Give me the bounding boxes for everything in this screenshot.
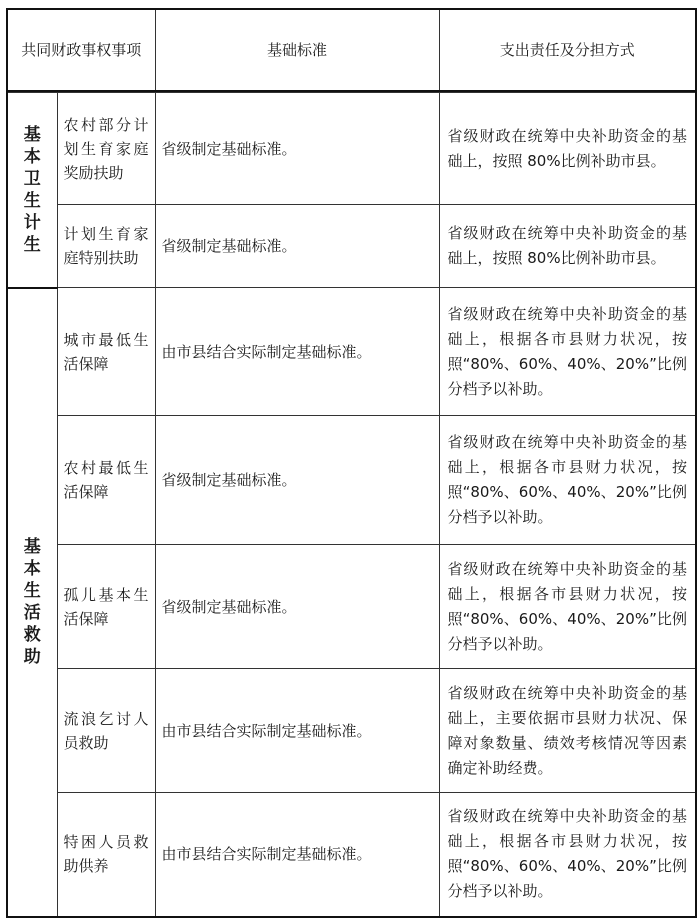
standard-cell: 省级制定基础标准。: [155, 93, 439, 205]
standard-cell: 省级制定基础标准。: [155, 205, 439, 288]
header-responsibility: 支出责任及分担方式: [439, 9, 696, 91]
fiscal-body-table: [6, 92, 697, 918]
document-page: [6, 8, 695, 918]
standard-cell: 省级制定基础标准。: [155, 416, 439, 545]
item-cell: 孤儿基本生活保障: [57, 545, 155, 669]
header-standard: 基础标准: [155, 9, 439, 91]
item-cell: 流浪乞讨人员救助: [57, 669, 155, 793]
table-row: [7, 288, 696, 416]
responsibility-cell: 省级财政在统筹中央补助资金的基础上，主要依据市县财力状况、保障对象数量、绩效考核情况等因素确定补助经费。: [439, 669, 696, 793]
standard-cell: 由市县结合实际制定基础标准。: [155, 793, 439, 917]
standard-cell: 由市县结合实际制定基础标准。: [155, 288, 439, 416]
table-row: [7, 545, 696, 669]
table-row: [7, 205, 696, 288]
category-cell-relief: [7, 288, 57, 917]
responsibility-cell: 省级财政在统筹中央补助资金的基础上，根据各市县财力状况，按照“80%、60%、40%、20%”比例分档予以补助。: [439, 288, 696, 416]
table-row: [7, 93, 696, 205]
table-row: [7, 669, 696, 793]
item-cell: 计划生育家庭特别扶助: [57, 205, 155, 288]
table-row: [7, 793, 696, 917]
category-label: 基本卫生计生: [23, 124, 41, 255]
responsibility-cell: 省级财政在统筹中央补助资金的基础上，根据各市县财力状况，按照“80%、60%、40%、20%”比例分档予以补助。: [439, 793, 696, 917]
table-row: [7, 416, 696, 545]
responsibility-cell: 省级财政在统筹中央补助资金的基础上，根据各市县财力状况，按照“80%、60%、40%、20%”比例分档予以补助。: [439, 416, 696, 545]
standard-cell: 由市县结合实际制定基础标准。: [155, 669, 439, 793]
responsibility-cell: 省级财政在统筹中央补助资金的基础上，根据各市县财力状况，按照“80%、60%、40%、20%”比例分档予以补助。: [439, 545, 696, 669]
item-cell: 特困人员救助供养: [57, 793, 155, 917]
standard-cell: 省级制定基础标准。: [155, 545, 439, 669]
fiscal-responsibility-table: [6, 8, 697, 92]
category-label: 基本生活救助: [23, 537, 41, 667]
item-cell: 农村部分计划生育家庭奖励扶助: [57, 93, 155, 205]
item-cell: 城市最低生活保障: [57, 288, 155, 416]
responsibility-cell: 省级财政在统筹中央补助资金的基础上，按照 80%比例补助市县。: [439, 205, 696, 288]
table-header-row: [7, 9, 696, 91]
header-item: 共同财政事权事项: [7, 9, 155, 91]
responsibility-cell: 省级财政在统筹中央补助资金的基础上，按照 80%比例补助市县。: [439, 93, 696, 205]
item-cell: 农村最低生活保障: [57, 416, 155, 545]
category-cell-health: [7, 93, 57, 288]
